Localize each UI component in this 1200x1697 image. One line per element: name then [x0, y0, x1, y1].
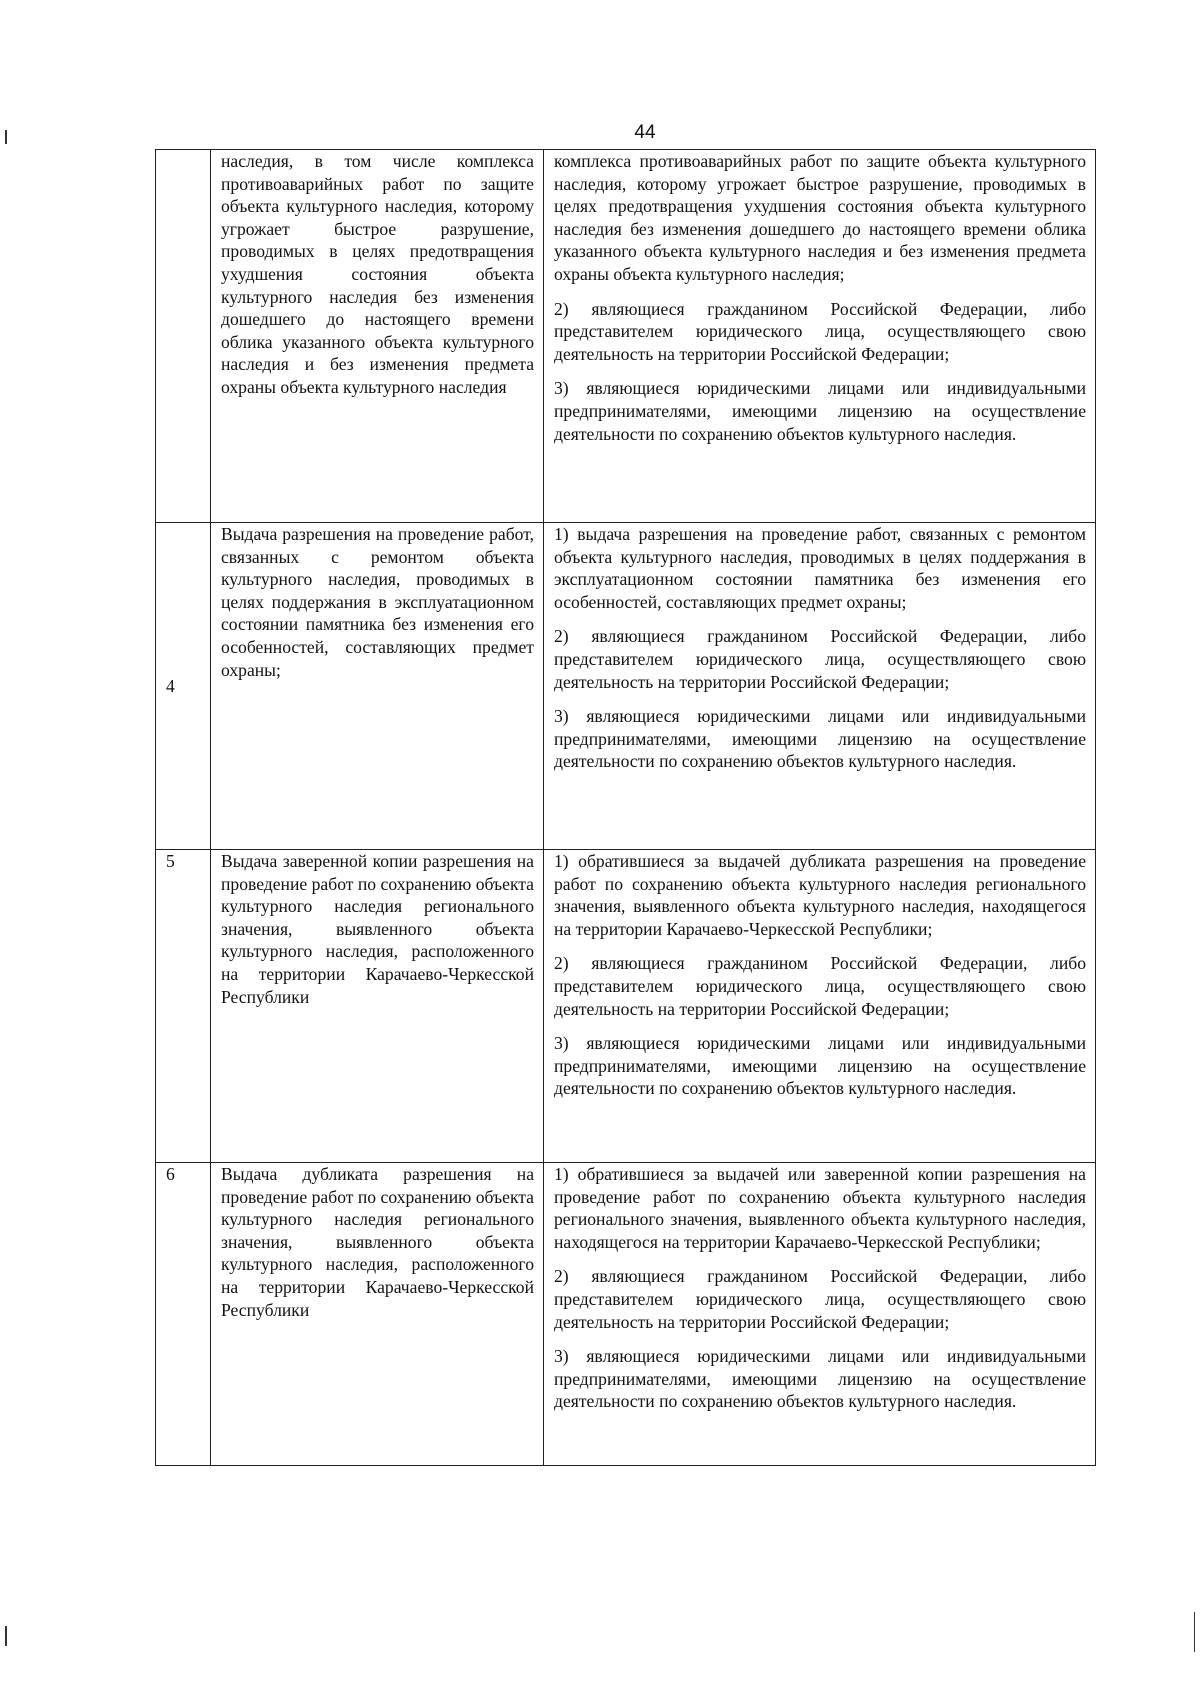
page-number: 44 [634, 122, 656, 143]
applicants-cell [544, 1163, 1096, 1466]
applicant-item: комплекса противоаварийных работ по защите объекта культурного наследия, которому угрожает быстрое разрушение, проводимых в целях предотвращения ухудшения состояния объекта культурного наследия без изменения дошедшего до настоящего времени облика указанного объекта культурного наследия и без изменения предмета охраны объекта культурного наследия; [554, 151, 1086, 284]
row-number-cell: 6 [156, 1163, 211, 1466]
table-row-6 [156, 1163, 1096, 1466]
applicant-item: 1) выдача разрешения на проведение работ, связанных с ремонтом объекта культурного наследия, проводимых в целях поддержания в эксплуатационном состоянии памятника без изменения его особенностей, составляющих предмет охраны; [554, 524, 1086, 612]
row-number-cell: 4 [156, 523, 211, 850]
applicant-item: 2) являющиеся гражданином Российской Федерации, либо представителем юридического лица, осуществляющего свою деятельность на территории Российской Федерации; [554, 298, 1086, 364]
scan-margin-mark [5, 130, 7, 144]
applicant-item: 2) являющиеся гражданином Российской Федерации, либо представителем юридического лица, осуществляющего свою деятельность на территории Российской Федерации; [554, 1266, 1086, 1332]
service-name-cell: наследия, в том числе комплекса противоаварийных работ по защите объекта культурного наследия, которому угрожает быстрое разрушение, проводимых в целях предотвращения ухудшения состояния объекта культурного наследия без изменения дошедшего до настоящего времени облика указанного объекта культурного наследия и без изменения предмета охраны объекта культурного наследия [211, 150, 544, 523]
applicant-item: 1) обратившиеся за выдачей или заверенной копии разрешения на проведение работ по сохранению объекта культурного наследия регионального значения, выявленного объекта культурного наследия, находящегося на территории Карачаево-Черкесской Республики; [554, 1164, 1086, 1252]
applicant-item: 3) являющиеся юридическими лицами или индивидуальными предпринимателями, имеющими лицензию на осуществление деятельности по сохранению объектов культурного наследия. [554, 1033, 1086, 1099]
applicant-item: 2) являющиеся гражданином Российской Федерации, либо представителем юридического лица, осуществляющего свою деятельность на территории Российской Федерации; [554, 953, 1086, 1019]
table-row-5 [156, 850, 1096, 1163]
applicants-cell [544, 523, 1096, 850]
service-name-cell: Выдача дубликата разрешения на проведение работ по сохранению объекта культурного наследия регионального значения, выявленного объекта культурного наследия, расположенного на территории Карачаево-Черкесской Республики [211, 1163, 544, 1466]
services-table [155, 149, 1096, 1466]
applicant-item: 3) являющиеся юридическими лицами или индивидуальными предпринимателями, имеющими лицензию на осуществление деятельности по сохранению объектов культурного наследия. [554, 1346, 1086, 1412]
table-row-continued [156, 150, 1096, 523]
applicants-cell [544, 150, 1096, 523]
applicant-item: 1) обратившиеся за выдачей дубликата разрешения на проведение работ по сохранению объекта культурного наследия регионального значения, выявленного объекта культурного наследия, находящегося на территории Карачаево-Черкесской Республики; [554, 851, 1086, 939]
applicants-cell [544, 850, 1096, 1163]
scan-margin-mark [5, 1626, 7, 1646]
applicant-item: 3) являющиеся юридическими лицами или индивидуальными предпринимателями, имеющими лицензию на осуществление деятельности по сохранению объектов культурного наследия. [554, 706, 1086, 772]
scan-margin-mark [1194, 1612, 1195, 1652]
applicant-item: 3) являющиеся юридическими лицами или индивидуальными предпринимателями, имеющими лицензию на осуществление деятельности по сохранению объектов культурного наследия. [554, 378, 1086, 444]
applicant-item: 2) являющиеся гражданином Российской Федерации, либо представителем юридического лица, осуществляющего свою деятельность на территории Российской Федерации; [554, 626, 1086, 692]
service-name-cell: Выдача заверенной копии разрешения на проведение работ по сохранению объекта культурного наследия регионального значения, выявленного объекта культурного наследия, расположенного на территории Карачаево-Черкесской Республики [211, 850, 544, 1163]
service-name-cell: Выдача разрешения на проведение работ, связанных с ремонтом объекта культурного наследия, проводимых в целях поддержания в эксплуатационном состоянии памятника без изменения его особенностей, составляющих предмет охраны; [211, 523, 544, 850]
table-row-4 [156, 523, 1096, 850]
row-number-cell [156, 150, 211, 523]
row-number-cell: 5 [156, 850, 211, 1163]
